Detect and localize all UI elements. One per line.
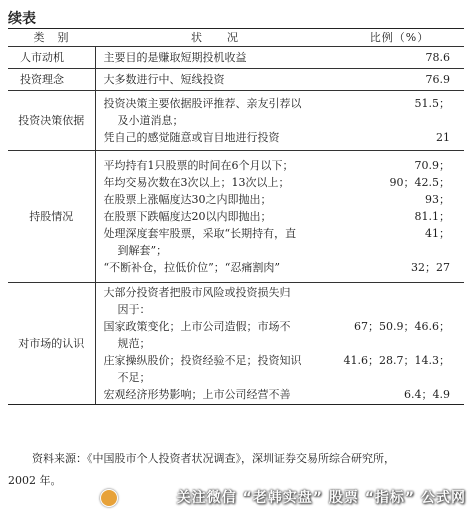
status-line [96, 129, 464, 146]
description-segment: 规范； [117, 337, 151, 350]
row-category: 投资理念 [8, 69, 95, 91]
ratio-value: 51.5； [414, 97, 450, 110]
header-status-and-ratio [95, 29, 464, 47]
row-status-cell [95, 151, 464, 283]
row-status-cell [95, 283, 464, 405]
header-category: 类 别 [8, 29, 95, 47]
table-row [8, 151, 464, 283]
status-description [96, 284, 344, 318]
status-line [96, 318, 464, 352]
table-header-row [8, 29, 464, 47]
status-description [96, 225, 344, 259]
description-segment: 投资决策主要依据股评推荐、亲友引荐以 [103, 97, 302, 110]
status-line [96, 284, 464, 318]
status-description [96, 259, 344, 276]
ratio-value: 93； [425, 193, 450, 206]
investor-status-table [8, 28, 464, 405]
status-description [96, 386, 344, 403]
source-line-2: 2002 年。 [8, 474, 62, 487]
ratio-value: 90；42.5； [389, 176, 450, 189]
description-segment: 大多数进行中、短线投资 [103, 73, 225, 86]
table-row [8, 69, 464, 91]
status-description [96, 129, 344, 146]
ratio-value: 81.1； [414, 210, 450, 223]
row-category: 持股情况 [8, 151, 95, 283]
status-description [96, 71, 344, 88]
row-status-cell [95, 91, 464, 151]
description-segment: 国家政策变化；上市公司造假；市场不 [103, 320, 291, 333]
ratio-value: 21 [436, 131, 450, 144]
ratio-value: 6.4；4.9 [404, 388, 450, 401]
description-segment: 主要目的是赚取短期投机收益 [103, 51, 247, 64]
status-line [96, 49, 464, 66]
header-status: 状 况 [191, 31, 240, 44]
ratio-value: 41； [425, 227, 450, 240]
status-description [96, 95, 344, 129]
status-description [96, 174, 344, 191]
description-segment: 在股票上涨幅度达30之内即抛出； [103, 193, 272, 206]
description-segment: 处理深度套牢股票，采取“长期持有，直 [103, 227, 297, 240]
status-line [96, 95, 464, 129]
source-line-1: 资料来源：《中国股市个人投资者状况调查》，深圳证券交易所综合研究所， [32, 452, 395, 465]
row-category: 人市动机 [8, 47, 95, 69]
watermark-text: 关注微信 “老韩实盘” 股票 “指标” 公式网 [176, 490, 466, 506]
status-description [96, 208, 344, 225]
ratio-value: 76.9 [425, 73, 450, 86]
status-line [96, 174, 464, 191]
description-segment: 凭自己的感觉随意或盲目地进行投资 [103, 131, 280, 144]
table-row [8, 283, 464, 405]
status-line [96, 225, 464, 259]
description-segment: 大部分投资者把股市风险或投资损失归 [103, 286, 291, 299]
description-segment: 不足； [117, 371, 151, 384]
description-segment: 平均持有1只股票的时间在6个月以下； [103, 159, 294, 172]
status-description [96, 157, 344, 174]
status-line [96, 71, 464, 88]
status-line [96, 386, 464, 403]
row-status-cell [95, 69, 464, 91]
continued-table-heading: 续表 [8, 11, 36, 27]
row-category: 投资决策依据 [8, 91, 95, 151]
status-line [96, 157, 464, 174]
description-segment: 宏观经济形势影响；上市公司经营不善 [103, 388, 291, 401]
description-segment: 因于： [117, 303, 151, 316]
header-ratio: 比例（%） [369, 31, 430, 44]
wechat-logo-icon [100, 489, 118, 507]
ratio-value: 67；50.9；46.6； [354, 320, 450, 333]
row-category: 对市场的认识 [8, 283, 95, 405]
row-status-cell [95, 47, 464, 69]
description-segment: 庄家操纵股价；投资经验不足；投资知识 [103, 354, 302, 367]
description-segment: “不断补仓，拉低价位”；“忍痛割肉” [103, 261, 281, 274]
description-segment: 及小道消息； [117, 114, 184, 127]
status-line [96, 191, 464, 208]
ratio-value: 32；27 [411, 261, 450, 274]
description-segment: 年均交易次数在3次以上；13次以上； [103, 176, 290, 189]
status-line [96, 352, 464, 386]
status-line [96, 208, 464, 225]
description-segment: 在股票下跌幅度达20以内即抛出； [103, 210, 272, 223]
ratio-value: 70.9； [414, 159, 450, 172]
status-description [96, 318, 344, 352]
watermark-bar [0, 483, 474, 513]
description-segment: 到解套”； [117, 244, 168, 257]
status-description [96, 191, 344, 208]
ratio-value: 41.6；28.7；14.3； [343, 354, 450, 367]
status-description [96, 352, 344, 386]
status-description [96, 49, 344, 66]
ratio-value: 78.6 [425, 51, 450, 64]
table-row [8, 91, 464, 151]
table-row [8, 47, 464, 69]
status-line [96, 259, 464, 276]
